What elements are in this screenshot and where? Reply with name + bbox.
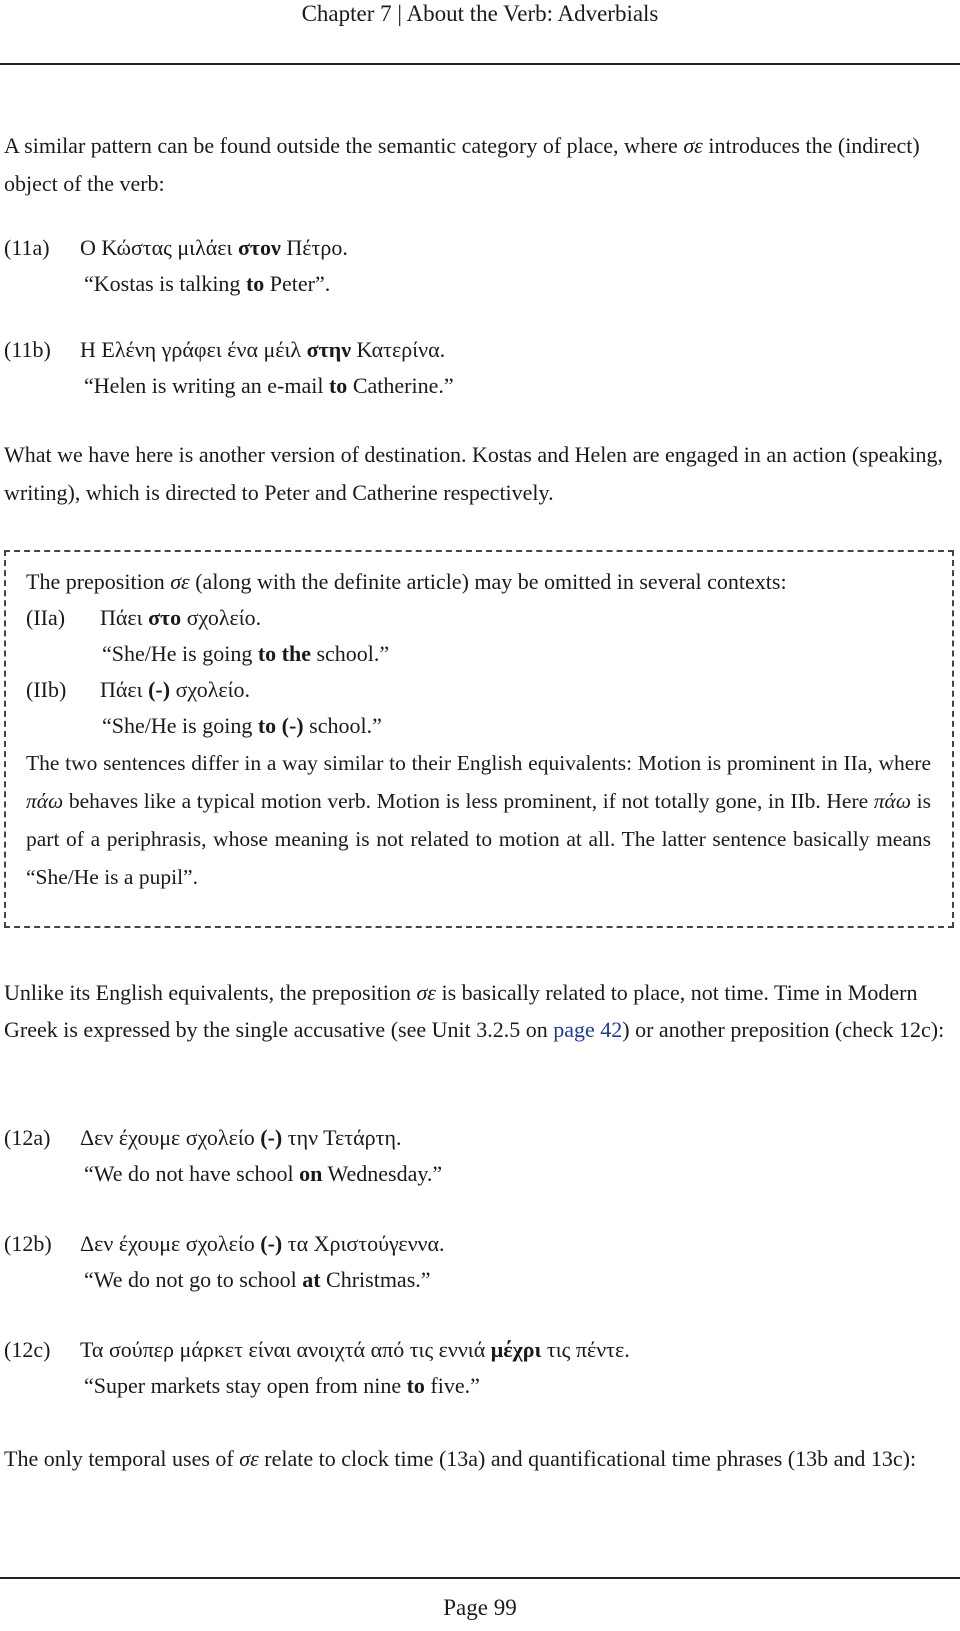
english-translation: “Helen is writing an e-mail to Catherine.”	[84, 373, 454, 398]
english-translation: “Super markets stay open from nine to five.”	[84, 1373, 480, 1398]
page-header: Chapter 7 | About the Verb: Adverbials	[301, 1, 659, 26]
note-intro: The preposition σε (along with the definite article) may be omitted in several contexts:	[26, 569, 787, 594]
greek-sentence: Ο Κώστας μιλάει στον Πέτρο.	[80, 235, 348, 260]
intro-text-2: introduces the (indirect) object of the verb:	[4, 133, 920, 196]
greek-sentence: Τα σούπερ μάρκετ είναι ανοιχτά από τις εννιά μέχρι τις πέντε.	[80, 1337, 630, 1362]
example-number: (IIb)	[26, 677, 67, 702]
intro-text-1: A similar pattern can be found outside the semantic category of place, where	[4, 133, 684, 158]
footer-rule	[0, 1577, 960, 1579]
example-11b	[4, 332, 904, 404]
example-12c	[4, 1332, 904, 1404]
example-number: (11b)	[4, 337, 51, 362]
example-number: (12c)	[4, 1337, 51, 1362]
greek-sentence: Η Ελένη γράφει ένα μέιλ στην Κατερίνα.	[80, 337, 446, 362]
header-rule	[0, 63, 960, 65]
english-translation: “We do not go to school at Christmas.”	[84, 1267, 431, 1292]
greek-sentence: Πάει (-) σχολείο.	[100, 677, 251, 702]
note-explanation: The two sentences differ in a way similar to their English equivalents: Motion is prominent in IIa, where πάω behaves like a typical motion verb. Motion is less prominent, if not totally gone, in IIb. Here πάω is part of a periphrasis, whose meaning is not related to motion at all. The latter sentence basically means “She/He is a pupil”.	[26, 751, 931, 889]
greek-sentence: Πάει στο σχολείο.	[100, 605, 262, 630]
example-number: (IIa)	[26, 605, 66, 630]
example-number: (11a)	[4, 235, 50, 260]
example-11a	[4, 230, 904, 302]
greek-term: σε	[683, 133, 703, 158]
example-number: (12a)	[4, 1125, 51, 1150]
english-translation: “We do not have school on Wednesday.”	[84, 1161, 443, 1186]
english-translation: “She/He is going to (-) school.”	[102, 713, 382, 738]
greek-sentence: Δεν έχουμε σχολείο (-) την Τετάρτη.	[80, 1125, 402, 1150]
page-number: Page 99	[443, 1595, 517, 1620]
temporal-paragraph: The only temporal uses of σε relate to clock time (13a) and quantificational time phrases (13b and 13c):	[4, 1446, 917, 1471]
greek-sentence: Δεν έχουμε σχολείο (-) τα Χριστούγεννα.	[80, 1231, 445, 1256]
english-translation: “Kostas is talking to Peter”.	[84, 271, 331, 296]
page-link[interactable]: page 42	[553, 1017, 623, 1042]
example-12a	[4, 1120, 904, 1192]
example-12b	[4, 1226, 904, 1298]
example-number: (12b)	[4, 1231, 52, 1256]
destination-paragraph: What we have here is another version of destination. Kostas and Helen are engaged in an action (speaking, writing), which is directed to Peter and Catherine respectively.	[4, 442, 943, 505]
note-box	[4, 550, 954, 928]
time-paragraph: Unlike its English equivalents, the preposition σε is basically related to place, not time. Time in Modern Greek is expressed by the single accusative (see Unit 3.2.5 on page 42) or another preposition (check 12c):	[4, 980, 945, 1042]
intro-paragraph	[4, 127, 956, 203]
english-translation: “She/He is going to the school.”	[102, 641, 390, 666]
